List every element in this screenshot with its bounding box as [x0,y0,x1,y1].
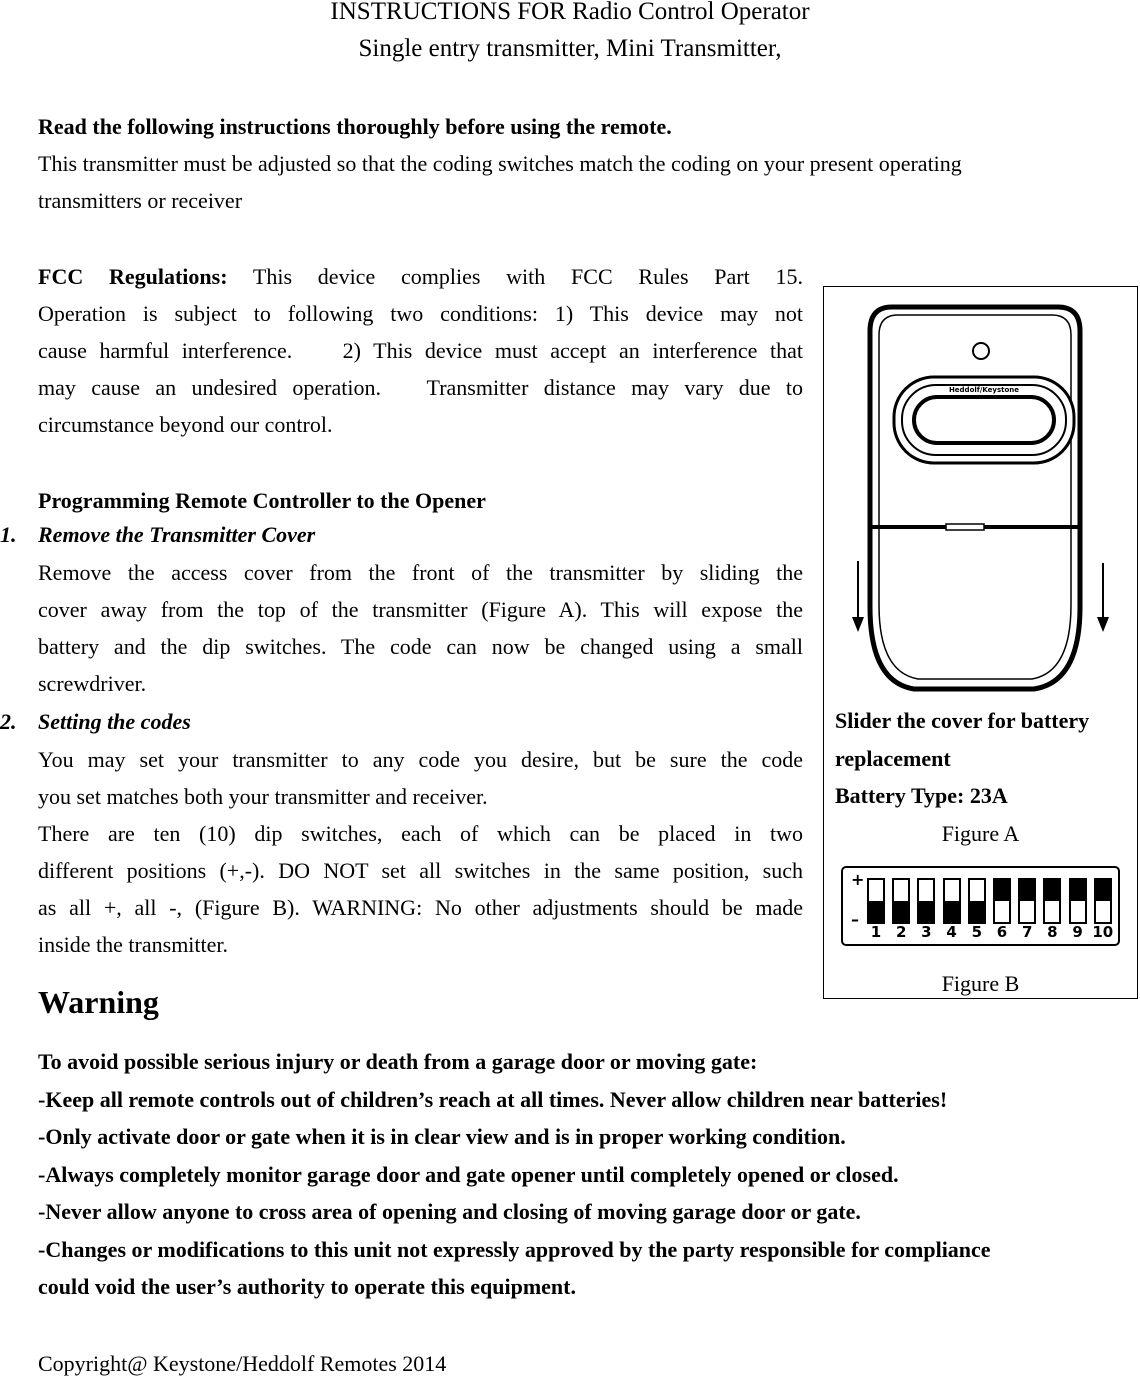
battery-type: Battery Type: 23A [835,783,1008,808]
fcc-line-1 [38,258,803,295]
warning-line: -Only activate door or gate when it is in clear view and is in proper working condition. [38,1124,846,1149]
brand-label: Heddolf/Keystone [948,386,1020,394]
dip-switch-label: 10 [1092,923,1114,941]
fcc-line-3: cause harmful interference. 2) This device must accept an interference that [38,338,803,363]
step-2-line: as all +, all -, (Figure B). WARNING: No other adjustments should be made [38,895,803,920]
fcc-line-4: may cause an undesired operation. Transmitter distance may vary due to [38,375,803,400]
dip-switch-label: 1 [870,923,882,941]
intro-line-2: transmitters or receiver [38,188,243,213]
step-2-line: you set matches both your transmitter and receiver. [38,784,488,809]
warning-heading: Warning [38,984,159,1020]
step-1-line: screwdriver. [38,671,147,696]
caption-line-2: replacement [835,745,951,771]
warning-line: -Never allow anyone to cross area of opening and closing of moving garage door or gate. [38,1199,861,1224]
intro-line-1: This transmitter must be adjusted so that the coding switches match the coding on your present operating [38,151,962,176]
step-1-line: battery and the dip switches. The code can now be changed using a small [38,634,803,659]
dip-switch-5 [968,878,986,924]
dip-switch-slider [1020,880,1034,901]
dip-switch-label: 5 [971,923,983,941]
step-1-line: cover away from the top of the transmitter (Figure A). This will expose the [38,597,803,622]
dip-switch-panel [841,866,1120,946]
dip-switch-7 [1018,878,1036,924]
warning-line: To avoid possible serious injury or death from a garage door or moving gate: [38,1049,758,1074]
step-2-body [38,741,803,963]
step-2-line: There are ten (10) dip switches, each of which can be placed in two [38,821,803,846]
dip-switch-slider [945,901,959,922]
intro-bold-line: Read the following instructions thoroughly before using the remote. [38,114,672,139]
warning-line: could void the user’s authority to operate this equipment. [38,1274,576,1299]
dip-switch-8 [1043,878,1061,924]
figure-caption [835,702,1089,815]
dip-switch-label: 3 [921,923,932,941]
transmitter-button [914,397,1054,443]
dip-switch-9 [1069,878,1087,924]
dip-switch-10 [1094,878,1112,924]
fcc-line-1-text: This device complies with FCC Rules Part 15. [252,264,803,289]
fcc-line-5: circumstance beyond our control. [38,412,333,437]
warning-line: -Always completely monitor garage door and gate opener until completely opened or closed. [38,1161,899,1187]
dip-switch-slider [995,880,1009,901]
step-1-number: 1. [0,522,17,547]
dip-switch-slider [970,901,984,922]
step-2-line: inside the transmitter. [38,932,229,957]
page-title: INSTRUCTIONS FOR Radio Control Operator [330,0,810,25]
step-1-body [38,554,803,702]
led-indicator [973,343,989,359]
dip-switch-3 [917,878,935,924]
dip-switch-slider [894,901,908,922]
dip-switch-label: 4 [946,923,957,941]
dip-switch-label: 9 [1072,923,1083,941]
step-1-title: Remove the Transmitter Cover [38,522,316,547]
programming-heading: Programming Remote Controller to the Opener [38,488,486,513]
dip-switch-label: 6 [996,923,1008,941]
caption-line-1: Slider the cover for battery [835,708,1090,733]
page-subtitle: Single entry transmitter, Mini Transmitter, [358,35,782,62]
dip-switch-4 [943,878,961,924]
warning-line: -Keep all remote controls out of children’s reach at all times. Never allow children near batteries! [38,1086,948,1112]
dip-switch-row [867,878,1117,942]
dip-switch-1 [867,878,885,924]
dip-switch-label: 2 [895,923,907,941]
dip-minus-label: – [851,910,859,929]
dip-switch-slider [1096,880,1110,901]
dip-switch-label: 8 [1047,923,1058,941]
figure-a-label: Figure A [941,821,1020,846]
warning-line: -Changes or modifications to this unit not expressly approved by the party responsible for compliance [38,1236,991,1262]
dip-switch-slider [869,901,883,922]
dip-switch-2 [892,878,910,924]
fcc-paragraph [38,258,803,443]
step-2-line: different positions (+,-). DO NOT set all switches in the same position, such [38,858,803,883]
step-1-line: Remove the access cover from the front of the transmitter by sliding the [38,560,803,585]
fcc-line-2: Operation is subject to following two conditions: 1) This device may not [38,301,803,326]
dip-switch-slider [1071,880,1085,901]
dip-switch-slider [1045,880,1059,901]
warning-list [38,1043,991,1305]
dip-switch-label: 7 [1021,923,1033,941]
dip-switch-slider [919,901,933,922]
copyright: Copyright@ Keystone/Heddolf Remotes 2014 [38,1351,447,1376]
step-2-number: 2. [0,709,17,734]
figure-b-label: Figure B [941,971,1020,996]
fcc-label: FCC Regulations: [38,264,228,289]
step-2-title: Setting the codes [38,709,191,734]
step-2-line: You may set your transmitter to any code you desire, but be sure the code [38,747,803,772]
transmitter-body [870,307,1080,689]
dip-plus-label: + [851,870,865,889]
dip-switch-6 [993,878,1011,924]
figure-box [823,286,1138,999]
